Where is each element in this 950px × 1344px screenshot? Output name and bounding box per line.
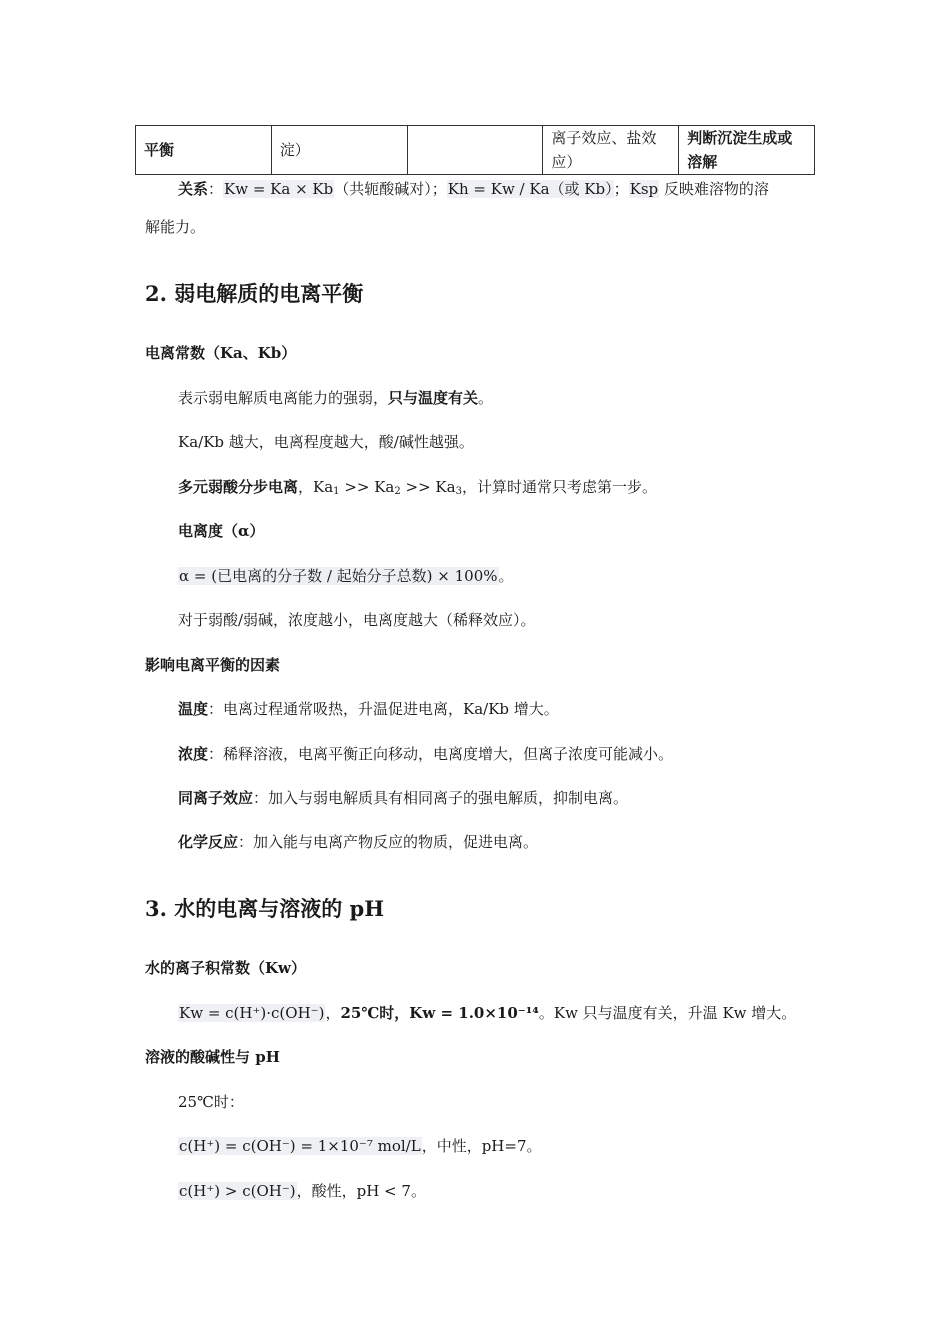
- paragraph: Ka/Kb 越大，电离程度越大，酸/碱性越强。: [178, 433, 474, 451]
- section-heading: 3. 水的电离与溶液的 pH: [145, 896, 385, 921]
- factor-item: 同离子效应：加入与弱电解质具有相同离子的强电解质，抑制电离。: [178, 789, 629, 807]
- subheading: 溶液的酸碱性与 pH: [145, 1048, 280, 1066]
- subheading: 影响电离平衡的因素: [145, 656, 281, 674]
- paragraph: α = (已电离的分子数 / 起始分子总数) × 100%。: [179, 567, 514, 585]
- table-cell: 离子效应、盐效应）: [543, 126, 679, 175]
- formula-kh: Kh = Kw / Ka（或 Kb）: [447, 180, 613, 198]
- subheading: 水的离子积常数（Kw）: [145, 959, 306, 977]
- section-heading: 2. 弱电解质的电离平衡: [145, 281, 364, 306]
- table-row: [136, 126, 815, 175]
- paragraph: 表示弱电解质电离能力的强弱，只与温度有关。: [178, 389, 494, 407]
- formula-kw-def: Kw = c(H⁺)·c(OH⁻): [179, 1004, 325, 1022]
- table-cell: 平衡: [136, 126, 272, 175]
- paragraph: 对于弱酸/弱碱，浓度越小，电离度越大（稀释效应）。: [178, 611, 536, 629]
- paragraph: 25℃时：: [178, 1093, 244, 1111]
- formula-ksp: Ksp: [629, 180, 659, 198]
- table-cell: 判断沉淀生成或溶解: [679, 126, 815, 175]
- table-fragment: [135, 125, 815, 175]
- relation-paragraph-cont: 解能力。: [145, 218, 206, 236]
- formula-acidic: c(H⁺) > c(OH⁻): [179, 1182, 296, 1200]
- table-cell: [407, 126, 543, 175]
- factor-item: 浓度：稀释溶液，电离平衡正向移动，电离度增大，但离子浓度可能减小。: [178, 745, 674, 763]
- paragraph: c(H⁺) > c(OH⁻)，酸性，pH < 7。: [179, 1182, 426, 1200]
- formula-kw: Kw = Ka × Kb: [224, 180, 334, 198]
- paragraph: Kw = c(H⁺)·c(OH⁻)，25℃时，Kw = 1.0×10⁻¹⁴。Kw 只与温度有关，升温 Kw 增大。: [179, 1004, 797, 1022]
- relation-paragraph: 关系：Kw = Ka × Kb（共轭酸碱对）；Kh = Kw / Ka（或 Kb）；Ksp 反映难溶物的溶: [178, 180, 769, 198]
- subheading: 电离常数（Ka、Kb）: [145, 344, 297, 362]
- relation-label: 关系: [178, 180, 209, 198]
- factor-item: 温度：电离过程通常吸热，升温促进电离，Ka/Kb 增大。: [178, 700, 559, 718]
- formula-alpha: α = (已电离的分子数 / 起始分子总数) × 100%: [179, 567, 498, 585]
- paragraph: c(H⁺) = c(OH⁻) = 1×10⁻⁷ mol/L，中性，pH=7。: [179, 1137, 542, 1155]
- factor-item: 化学反应：加入能与电离产物反应的物质，促进电离。: [178, 833, 539, 851]
- formula-neutral: c(H⁺) = c(OH⁻) = 1×10⁻⁷ mol/L: [179, 1137, 421, 1155]
- paragraph: 电离度（α）: [178, 522, 265, 540]
- table-cell: 淀）: [271, 126, 407, 175]
- paragraph: 多元弱酸分步电离，$Ka_1 >> Ka_2 >> Ka_3$，计算时通常只考虑第一步。: [178, 478, 657, 497]
